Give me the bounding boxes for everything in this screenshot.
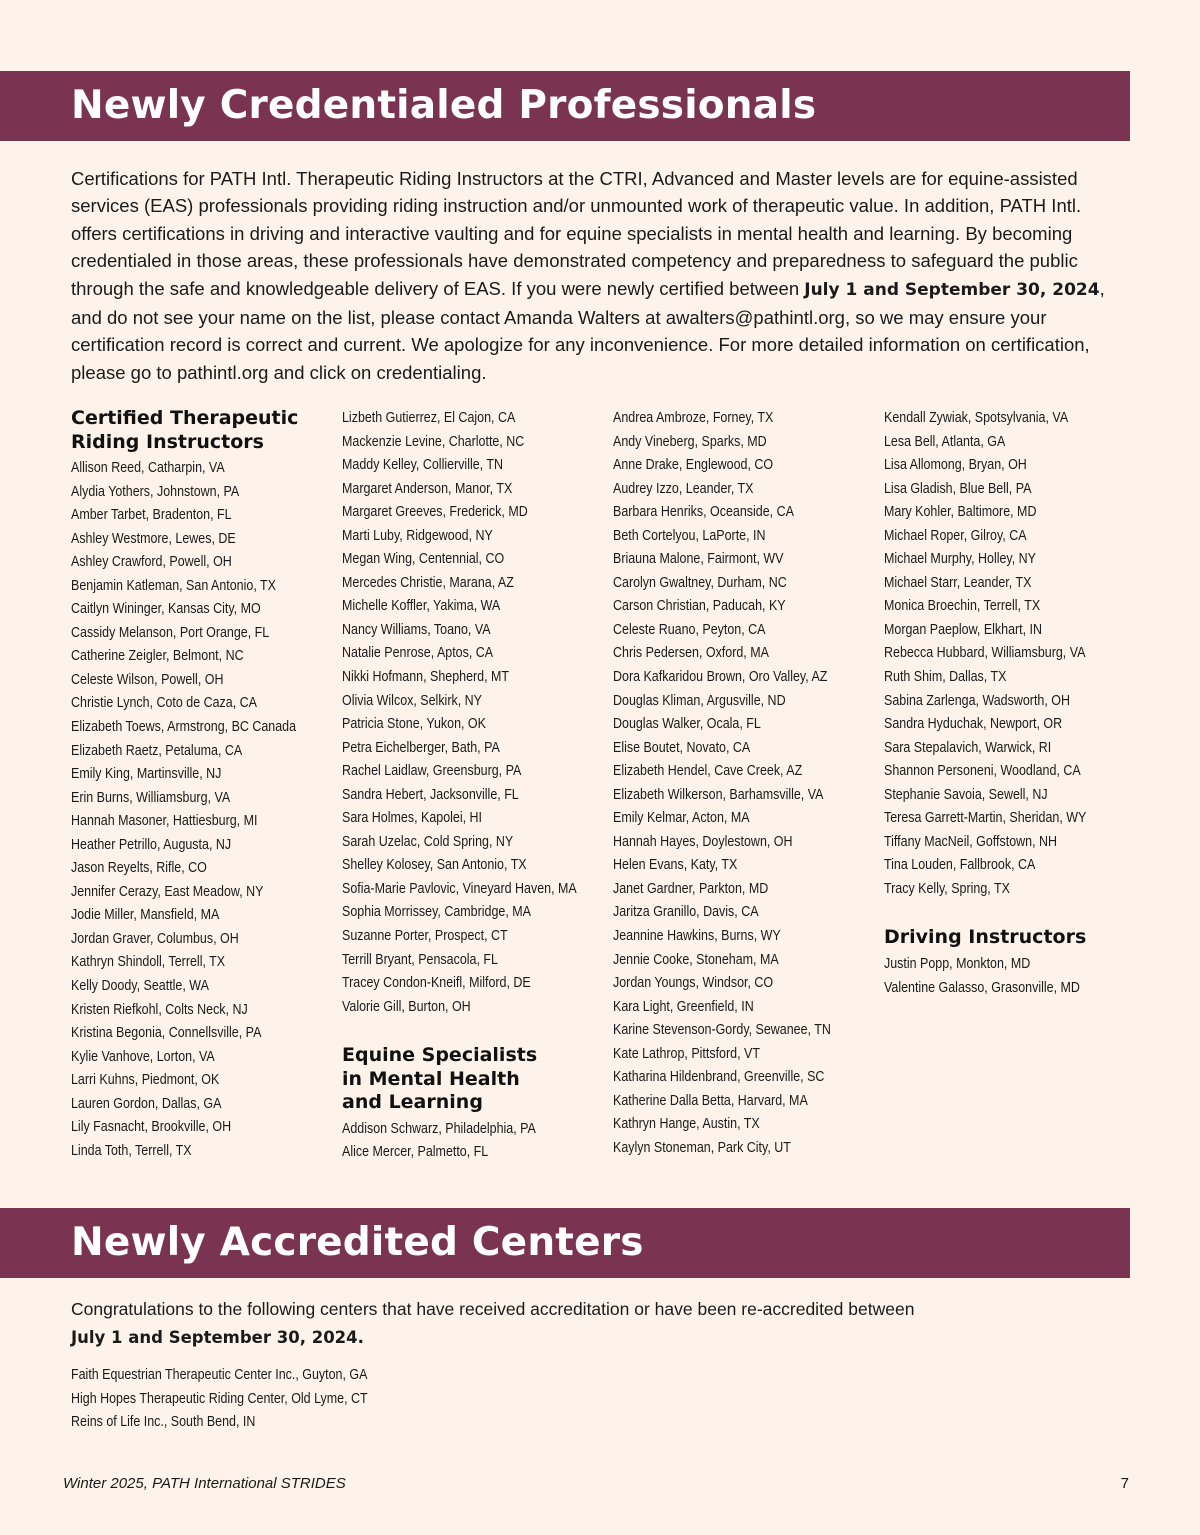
list-item: Carson Christian, Paducah, KY: [613, 598, 786, 615]
centers-list: [71, 1364, 416, 1435]
ctri-list-2: [342, 407, 612, 1019]
list-item: Helen Evans, Katy, TX: [613, 857, 738, 874]
esmhl-list-1: [342, 1118, 612, 1165]
list-item: Valorie Gill, Burton, OH: [342, 998, 471, 1015]
center-item: Reins of Life Inc., South Bend, IN: [71, 1414, 256, 1431]
intro-text-1: Certifications for PATH Intl. Therapeutic Riding Instructors at the CTRI, Advanced and Master levels are for equine-assisted services (EAS) professionals providing riding instruction and/or unmounted work of therapeutic value. In addition, PATH Intl. offers certifications in driving and interactive vaulting and for equine specialists in mental health and learning. By becoming credentialed in those areas, these professionals have demonstrated competency and preparedness to safeguard the public through the safe and knowledgeable delivery of EAS. If you were newly certified between: [71, 168, 1082, 299]
list-item: Audrey Izzo, Leander, TX: [613, 480, 754, 497]
list-item: Caitlyn Wininger, Kansas City, MO: [71, 601, 261, 618]
list-item: Anne Drake, Englewood, CO: [613, 457, 774, 474]
list-item: Nikki Hofmann, Shepherd, MT: [342, 669, 510, 686]
list-item: Cassidy Melanson, Port Orange, FL: [71, 624, 270, 641]
list-item: Andrea Ambroze, Forney, TX: [613, 410, 774, 426]
accredited-intro-text: Congratulations to the following centers that have received accreditation or have been re-accredited between: [71, 1299, 915, 1319]
section-banner-accredited: [0, 1208, 1130, 1278]
list-item: Kristen Riefkohl, Colts Neck, NJ: [71, 1001, 248, 1018]
list-item: Margaret Greeves, Frederick, MD: [342, 504, 528, 521]
list-item: Sofia-Marie Pavlovic, Vineyard Haven, MA: [342, 880, 577, 897]
column-4: [884, 407, 1154, 1000]
list-item: Janet Gardner, Parkton, MD: [613, 880, 769, 897]
list-item: Teresa Garrett-Martin, Sheridan, WY: [884, 810, 1087, 827]
list-item: Ruth Shim, Dallas, TX: [884, 669, 1007, 686]
list-item: Kylie Vanhove, Lorton, VA: [71, 1048, 215, 1065]
accredited-intro: [71, 1296, 1071, 1351]
list-item: Michelle Koffler, Yakima, WA: [342, 598, 501, 615]
list-item: Tina Louden, Fallbrook, CA: [884, 857, 1036, 874]
list-item: Sandra Hyduchak, Newport, OR: [884, 716, 1063, 733]
list-item: Valentine Galasso, Grasonville, MD: [884, 979, 1080, 996]
intro-date-range: July 1 and September 30, 2024: [804, 279, 1100, 300]
list-item: Allison Reed, Catharpin, VA: [71, 460, 225, 476]
list-item: Addison Schwarz, Philadelphia, PA: [342, 1120, 536, 1137]
column-1: [71, 407, 341, 1163]
list-item: Michael Roper, Gilroy, CA: [884, 527, 1027, 544]
list-item: Celeste Wilson, Powell, OH: [71, 671, 224, 688]
list-item: Elizabeth Hendel, Cave Creek, AZ: [613, 763, 803, 780]
list-item: Ashley Crawford, Powell, OH: [71, 554, 232, 571]
list-item: Sandra Hebert, Jacksonville, FL: [342, 786, 519, 803]
heading-ctri: Certified Therapeutic Riding Instructors: [71, 407, 299, 453]
list-item: Shelley Kolosey, San Antonio, TX: [342, 857, 527, 874]
list-item: Marti Luby, Ridgewood, NY: [342, 527, 493, 544]
heading-driving: Driving Instructors: [884, 926, 1087, 949]
list-item: Nancy Williams, Toano, VA: [342, 621, 491, 638]
list-item: Lily Fasnacht, Brookville, OH: [71, 1119, 232, 1136]
list-item: Emily Kelmar, Acton, MA: [613, 810, 750, 827]
list-item: Jason Reyelts, Rifle, CO: [71, 860, 207, 877]
list-item: Jordan Youngs, Windsor, CO: [613, 975, 774, 992]
list-item: Sophia Morrissey, Cambridge, MA: [342, 904, 531, 921]
list-item: Elizabeth Wilkerson, Barhamsville, VA: [613, 786, 824, 803]
list-item: Douglas Walker, Ocala, FL: [613, 716, 761, 733]
list-item: Mercedes Christie, Marana, AZ: [342, 574, 514, 591]
list-item: Suzanne Porter, Prospect, CT: [342, 928, 508, 945]
list-item: Elizabeth Toews, Armstrong, BC Canada: [71, 719, 297, 736]
list-item: Terrill Bryant, Pensacola, FL: [342, 951, 498, 968]
esmhl-list-3: [884, 407, 1154, 901]
list-item: Douglas Kliman, Argusville, ND: [613, 692, 786, 709]
heading-esmhl-line2: in Mental Health: [342, 1067, 520, 1090]
list-item: Katharina Hildenbrand, Greenville, SC: [613, 1069, 825, 1086]
list-item: Monica Broechin, Terrell, TX: [884, 598, 1041, 615]
list-item: Morgan Paeplow, Elkhart, IN: [884, 621, 1043, 638]
list-item: Elise Boutet, Novato, CA: [613, 739, 751, 756]
list-item: Sara Holmes, Kapolei, HI: [342, 810, 483, 827]
credentialed-intro: [71, 165, 1129, 386]
list-item: Sarah Uzelac, Cold Spring, NY: [342, 833, 514, 850]
list-item: Lisa Allomong, Bryan, OH: [884, 457, 1027, 474]
list-item: Catherine Zeigler, Belmont, NC: [71, 648, 244, 665]
list-item: Tracy Kelly, Spring, TX: [884, 880, 1010, 897]
list-item: Karine Stevenson-Gordy, Sewanee, TN: [613, 1022, 831, 1039]
list-item: Shannon Personeni, Woodland, CA: [884, 763, 1081, 780]
list-item: Michael Murphy, Holley, NY: [884, 551, 1037, 568]
list-item: Emily King, Martinsville, NJ: [71, 766, 222, 783]
list-item: Larri Kuhns, Piedmont, OK: [71, 1072, 220, 1089]
list-item: Alydia Yothers, Johnstown, PA: [71, 483, 240, 500]
list-item: Michael Starr, Leander, TX: [884, 574, 1032, 591]
accredited-date-range: July 1 and September 30, 2024.: [71, 1327, 364, 1347]
list-item: Beth Cortelyou, LaPorte, IN: [613, 527, 766, 544]
list-item: Kara Light, Greenfield, IN: [613, 998, 754, 1015]
list-item: Kate Lathrop, Pittsford, VT: [613, 1045, 760, 1062]
heading-esmhl: [342, 1044, 612, 1115]
list-item: Alice Mercer, Palmetto, FL: [342, 1144, 489, 1161]
list-item: Lesa Bell, Atlanta, GA: [884, 433, 1006, 450]
list-item: Katherine Dalla Betta, Harvard, MA: [613, 1092, 808, 1109]
list-item: Olivia Wilcox, Selkirk, NY: [342, 692, 482, 709]
list-item: Barbara Henriks, Oceanside, CA: [613, 504, 794, 521]
list-item: Briauna Malone, Fairmont, WV: [613, 551, 784, 568]
section-title-credentialed: Newly Credentialed Professionals: [71, 83, 817, 128]
list-item: Maddy Kelley, Collierville, TN: [342, 457, 504, 474]
list-item: Tracey Condon-Kneifl, Milford, DE: [342, 975, 531, 992]
list-item: Jennifer Cerazy, East Meadow, NY: [71, 883, 264, 900]
list-item: Natalie Penrose, Aptos, CA: [342, 645, 494, 662]
list-item: Lizbeth Gutierrez, El Cajon, CA: [342, 410, 516, 426]
list-item: Rachel Laidlaw, Greensburg, PA: [342, 763, 522, 780]
list-item: Andy Vineberg, Sparks, MD: [613, 433, 767, 450]
heading-esmhl-line3: and Learning: [342, 1091, 483, 1114]
list-item: Christie Lynch, Coto de Caza, CA: [71, 695, 257, 712]
list-item: Sara Stepalavich, Warwick, RI: [884, 739, 1052, 756]
list-item: Mary Kohler, Baltimore, MD: [884, 504, 1037, 521]
list-item: Petra Eichelberger, Bath, PA: [342, 739, 500, 756]
list-item: Jordan Graver, Columbus, OH: [71, 930, 239, 947]
intro-text-2: , and do not see your name on the list, please contact Amanda Walters at awalters@pathintl.org, so we may ensure your certification record is correct and current. We apologize for any inconvenience. For more detailed information on certification, please go to pathintl.org and click on credentialing.: [71, 277, 1105, 383]
section-title-accredited: Newly Accredited Centers: [71, 1220, 644, 1265]
ctri-list-1: [71, 457, 341, 1163]
list-item: Ashley Westmore, Lewes, DE: [71, 530, 236, 547]
center-item: High Hopes Therapeutic Riding Center, Old Lyme, CT: [71, 1390, 368, 1407]
list-item: Jeannine Hawkins, Burns, WY: [613, 928, 781, 945]
list-item: Jaritza Granillo, Davis, CA: [613, 904, 759, 921]
driving-list: [884, 953, 1154, 1000]
list-item: Kathryn Hange, Austin, TX: [613, 1116, 760, 1133]
list-item: Carolyn Gwaltney, Durham, NC: [613, 574, 787, 591]
list-item: Elizabeth Raetz, Petaluma, CA: [71, 742, 243, 759]
list-item: Lisa Gladish, Blue Bell, PA: [884, 480, 1032, 497]
list-item: Jodie Miller, Mansfield, MA: [71, 907, 220, 924]
list-item: Justin Popp, Monkton, MD: [884, 955, 1031, 972]
list-item: Hannah Hayes, Doylestown, OH: [613, 833, 793, 850]
list-item: Celeste Ruano, Peyton, CA: [613, 621, 766, 638]
footer-publication: Winter 2025, PATH International STRIDES: [63, 1475, 346, 1492]
list-item: Kathryn Shindoll, Terrell, TX: [71, 954, 226, 971]
list-item: Kendall Zywiak, Spotsylvania, VA: [884, 410, 1069, 426]
list-item: Mackenzie Levine, Charlotte, NC: [342, 433, 525, 450]
list-item: Rebecca Hubbard, Williamsburg, VA: [884, 645, 1086, 662]
list-item: Megan Wing, Centennial, CO: [342, 551, 505, 568]
list-item: Linda Toth, Terrell, TX: [71, 1142, 192, 1159]
list-item: Kelly Doody, Seattle, WA: [71, 978, 209, 995]
center-item: Faith Equestrian Therapeutic Center Inc., Guyton, GA: [71, 1367, 368, 1383]
list-item: Dora Kafkaridou Brown, Oro Valley, AZ: [613, 669, 828, 686]
esmhl-list-2: [613, 407, 883, 1161]
column-3: [613, 407, 883, 1161]
list-item: Sabina Zarlenga, Wadsworth, OH: [884, 692, 1070, 709]
list-item: Stephanie Savoia, Sewell, NJ: [884, 786, 1048, 803]
list-item: Patricia Stone, Yukon, OK: [342, 716, 486, 733]
list-item: Tiffany MacNeil, Goffstown, NH: [884, 833, 1058, 850]
list-item: Chris Pedersen, Oxford, MA: [613, 645, 769, 662]
list-item: Heather Petrillo, Augusta, NJ: [71, 836, 232, 853]
section-banner-credentialed: [0, 71, 1130, 141]
list-item: Kristina Begonia, Connellsville, PA: [71, 1025, 262, 1042]
list-item: Hannah Masoner, Hattiesburg, MI: [71, 813, 258, 830]
list-item: Erin Burns, Williamsburg, VA: [71, 789, 231, 806]
list-item: Kaylyn Stoneman, Park City, UT: [613, 1139, 791, 1156]
heading-esmhl-line1: Equine Specialists: [342, 1044, 538, 1067]
list-item: Margaret Anderson, Manor, TX: [342, 480, 513, 497]
list-item: Lauren Gordon, Dallas, GA: [71, 1095, 222, 1112]
list-item: Jennie Cooke, Stoneham, MA: [613, 951, 779, 968]
page-number: 7: [1120, 1475, 1129, 1492]
list-item: Benjamin Katleman, San Antonio, TX: [71, 577, 276, 594]
column-2: [342, 407, 612, 1165]
list-item: Amber Tarbet, Bradenton, FL: [71, 507, 232, 524]
